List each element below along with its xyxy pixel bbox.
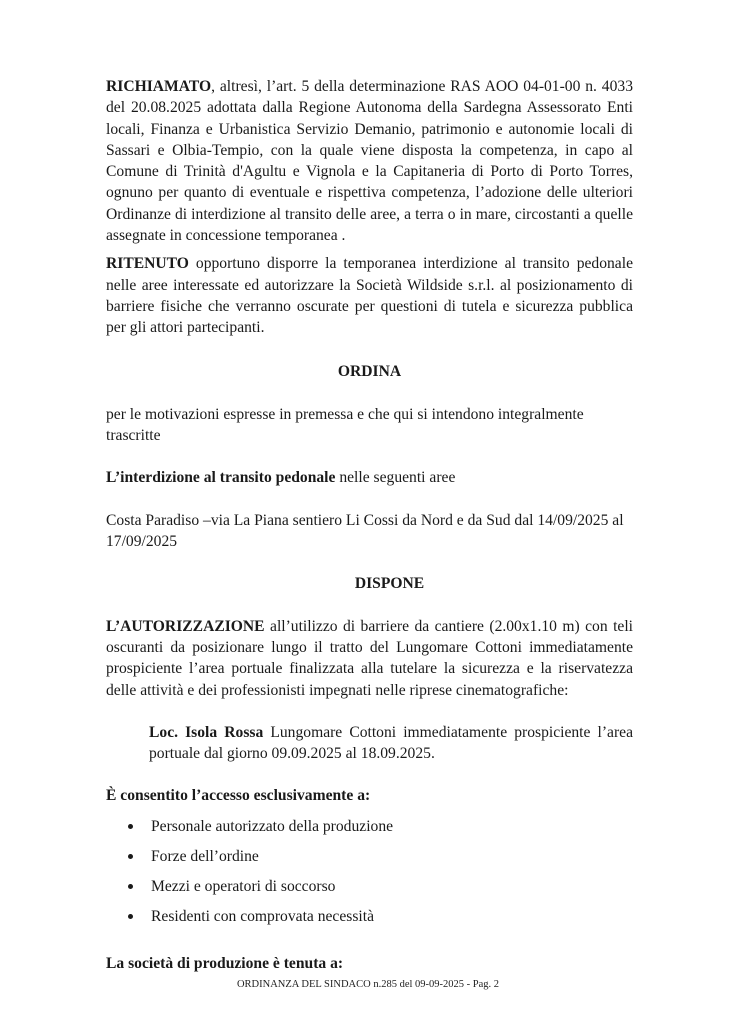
access-list — [106, 816, 633, 936]
location-text: Lungomare Cottoni immediatamente prospiciente l’area portuale dal giorno 09.09.2025 al 18.09.2025. — [149, 723, 633, 763]
dispone-heading: DISPONE — [354, 575, 425, 593]
ordina-heading: ORDINA — [337, 362, 402, 380]
richiamato-paragraph — [106, 76, 633, 246]
bullet-icon — [128, 914, 133, 919]
access-list-item — [106, 846, 633, 876]
location-lead: Loc. Isola Rossa — [149, 723, 264, 741]
interdizione-paragraph — [106, 467, 633, 488]
access-list-item — [106, 906, 633, 936]
ritenuto-text: opportuno disporre la temporanea interdizione al transito pedonale nelle aree interessate ed autorizzare la Società Wildside s.r.l. al posizionamento di barriere fisiche che verranno oscurate per questioni di tutela e sicurezza pubblica per gli attori partecipanti. — [106, 255, 633, 337]
interdizione-lead: L’interdizione al transito pedonale — [106, 469, 336, 487]
ritenuto-lead: RITENUTO — [106, 255, 189, 273]
autorizzazione-lead: L’AUTORIZZAZIONE — [106, 617, 265, 635]
access-item-label: Residenti con comprovata necessità — [151, 907, 375, 925]
page-footer — [0, 979, 736, 990]
ordina-intro: per le motivazioni espresse in premessa e che qui si intendono integralmente trascritte — [106, 405, 584, 445]
access-item-label: Forze dell’ordine — [151, 847, 259, 865]
obligations-heading: La società di produzione è tenuta a: — [106, 954, 344, 972]
richiamato-lead: RICHIAMATO — [106, 78, 212, 95]
access-list-item — [106, 816, 633, 846]
access-list-item — [106, 876, 633, 906]
location-paragraph — [149, 722, 633, 765]
bullet-icon — [128, 884, 133, 889]
access-item-label: Personale autorizzato della produzione — [151, 817, 394, 835]
access-item-label: Mezzi e operatori di soccorso — [151, 877, 336, 895]
interdizione-area: Costa Paradiso –via La Piana sentiero Li Cossi da Nord e da Sud dal 14/09/2025 al 17/09/2025 — [106, 511, 624, 551]
page-content — [106, 76, 633, 974]
bullet-icon — [128, 854, 133, 859]
footer-text: ORDINANZA DEL SINDACO n.285 del 09-09-2025 - Pag. 2 — [236, 979, 500, 990]
autorizzazione-paragraph — [106, 616, 633, 701]
autorizzazione-text: all’utilizzo di barriere da cantiere (2.00x1.10 m) con teli oscuranti da posizionare lungo il tratto del Lungomare Cottoni immediatamente prospiciente l’area portuale finalizzata alla tutelare la sicurezza e la riservatezza delle attività e dei professionisti impegnati nelle riprese cinematografiche: — [106, 617, 633, 699]
bullet-icon — [128, 824, 133, 829]
ritenuto-paragraph — [106, 253, 633, 338]
interdizione-text: nelle seguenti aree — [335, 469, 456, 487]
richiamato-text: , altresì, l’art. 5 della determinazione RAS AOO 04-01-00 n. 4033 del 20.08.2025 adottata dalla Regione Autonoma della Sardegna Assessorato Enti locali, Finanza e Urbanistica Servizio Demanio, patrimonio e autonomie locali di Sassari e Olbia-Tempio, con la quale viene disposta la competenza, in capo al Comune di Trinità d'Agultu e Vignola e la Capitaneria di Porto di Porto Torres, ognuno per quanto di eventuale e rispettiva competenza, l’adozione delle ulteriori Ordinanze di interdizione al transito delle aree, a terra o in mare, circostanti a quelle assegnate in concessione temporanea . — [106, 78, 633, 245]
access-heading: È consentito l’accesso esclusivamente a: — [106, 787, 371, 805]
